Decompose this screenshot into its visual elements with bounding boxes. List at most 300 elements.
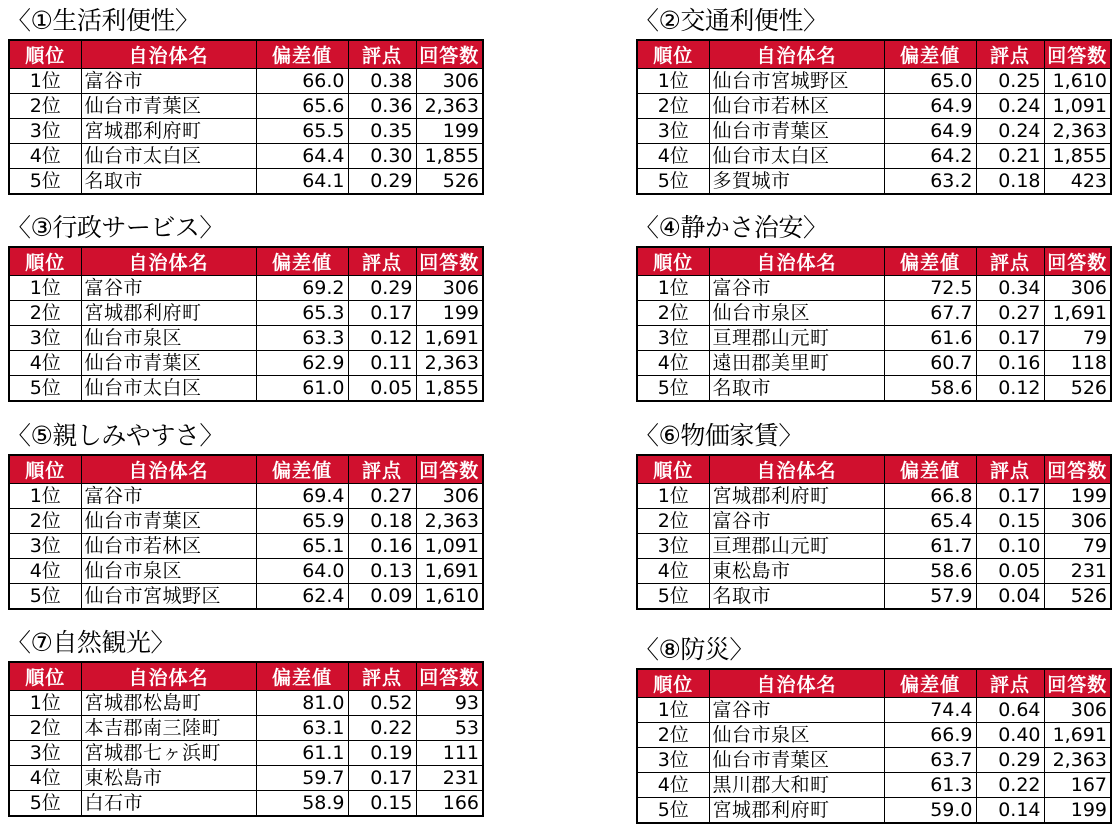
cell-name: 仙台市泉区 (709, 723, 884, 748)
cell-deviation: 61.6 (884, 326, 976, 351)
cell-name: 亘理郡山元町 (709, 534, 884, 559)
cell-name: 白石市 (81, 791, 256, 817)
cell-responses: 526 (1044, 584, 1111, 610)
cell-score: 0.35 (348, 119, 416, 144)
cell-responses: 526 (416, 169, 483, 195)
cell-name: 仙台市太白区 (709, 144, 884, 169)
column-header-name: 自治体名 (709, 669, 884, 698)
cell-rank: 3位 (9, 741, 81, 766)
cell-score: 0.05 (976, 559, 1044, 584)
column-header-score: 評点 (976, 455, 1044, 484)
cell-score: 0.18 (348, 509, 416, 534)
cell-score: 0.10 (976, 534, 1044, 559)
cell-score: 0.40 (976, 723, 1044, 748)
cell-deviation: 65.4 (884, 509, 976, 534)
cell-score: 0.22 (348, 716, 416, 741)
cell-name: 東松島市 (81, 766, 256, 791)
cell-rank: 1位 (637, 276, 709, 301)
cell-deviation: 58.6 (884, 376, 976, 402)
cell-deviation: 60.7 (884, 351, 976, 376)
cell-name: 仙台市若林区 (709, 94, 884, 119)
cell-deviation: 64.1 (256, 169, 348, 195)
table-row (637, 748, 1111, 773)
panel-title: 〈⑧防災〉 (634, 635, 754, 664)
column-header-score: 評点 (348, 40, 416, 69)
column-header-deviation: 偏差値 (884, 669, 976, 698)
cell-rank: 3位 (9, 326, 81, 351)
cell-rank: 2位 (9, 94, 81, 119)
column-header-score: 評点 (976, 40, 1044, 69)
table-header-row (9, 40, 483, 69)
table-row (9, 766, 483, 791)
table-row (637, 559, 1111, 584)
column-header-responses: 回答数 (416, 40, 483, 69)
cell-responses: 111 (416, 741, 483, 766)
ranking-table (636, 454, 1112, 610)
cell-rank: 4位 (637, 559, 709, 584)
ranking-panel (8, 6, 484, 195)
cell-responses: 199 (1044, 798, 1111, 824)
table-row (9, 716, 483, 741)
ranking-table (8, 454, 484, 610)
cell-score: 0.27 (976, 301, 1044, 326)
column-header-name: 自治体名 (709, 455, 884, 484)
cell-score: 0.36 (348, 94, 416, 119)
table-row (637, 484, 1111, 509)
cell-rank: 2位 (637, 723, 709, 748)
cell-responses: 166 (416, 791, 483, 817)
table-header-row (637, 247, 1111, 276)
ranking-panel (636, 421, 1112, 610)
cell-rank: 2位 (9, 509, 81, 534)
cell-rank: 2位 (637, 94, 709, 119)
cell-deviation: 61.0 (256, 376, 348, 402)
cell-rank: 2位 (637, 509, 709, 534)
column-header-score: 評点 (976, 669, 1044, 698)
cell-responses: 306 (1044, 276, 1111, 301)
column-header-deviation: 偏差値 (884, 455, 976, 484)
cell-name: 黒川郡大和町 (709, 773, 884, 798)
cell-rank: 3位 (637, 748, 709, 773)
column-header-responses: 回答数 (1044, 669, 1111, 698)
cell-name: 仙台市宮城野区 (81, 584, 256, 610)
table-row (9, 791, 483, 817)
ranking-table (636, 39, 1112, 195)
table-row (9, 301, 483, 326)
ranking-panel (8, 421, 484, 610)
cell-deviation: 63.3 (256, 326, 348, 351)
cell-rank: 5位 (637, 798, 709, 824)
cell-rank: 3位 (637, 326, 709, 351)
table-row (637, 773, 1111, 798)
cell-rank: 4位 (637, 773, 709, 798)
column-header-rank: 順位 (9, 247, 81, 276)
cell-responses: 1,691 (1044, 301, 1111, 326)
cell-name: 仙台市若林区 (81, 534, 256, 559)
cell-name: 宮城郡七ヶ浜町 (81, 741, 256, 766)
ranking-panel (8, 628, 484, 817)
column-header-responses: 回答数 (416, 455, 483, 484)
cell-rank: 4位 (9, 559, 81, 584)
cell-responses: 306 (416, 276, 483, 301)
cell-name: 仙台市宮城野区 (709, 69, 884, 94)
cell-score: 0.13 (348, 559, 416, 584)
cell-responses: 1,855 (416, 144, 483, 169)
cell-rank: 4位 (9, 351, 81, 376)
cell-score: 0.29 (348, 276, 416, 301)
ranking-table (8, 661, 484, 817)
panel-title: 〈④静かさ治安〉 (634, 213, 828, 242)
cell-name: 宮城郡利府町 (81, 301, 256, 326)
cell-score: 0.16 (976, 351, 1044, 376)
table-row (637, 276, 1111, 301)
ranking-table (8, 246, 484, 402)
cell-score: 0.22 (976, 773, 1044, 798)
cell-score: 0.52 (348, 691, 416, 716)
table-row (9, 169, 483, 195)
cell-name: 仙台市青葉区 (709, 748, 884, 773)
cell-rank: 5位 (637, 376, 709, 402)
cell-rank: 3位 (9, 119, 81, 144)
table-row (9, 119, 483, 144)
ranking-panel (8, 213, 484, 402)
cell-responses: 93 (416, 691, 483, 716)
table-row (9, 276, 483, 301)
cell-responses: 199 (1044, 484, 1111, 509)
column-header-name: 自治体名 (81, 455, 256, 484)
table-header-row (637, 455, 1111, 484)
cell-deviation: 58.6 (884, 559, 976, 584)
table-row (637, 69, 1111, 94)
cell-score: 0.21 (976, 144, 1044, 169)
cell-name: 富谷市 (81, 69, 256, 94)
cell-responses: 306 (416, 69, 483, 94)
cell-deviation: 61.3 (884, 773, 976, 798)
table-row (637, 376, 1111, 402)
cell-responses: 2,363 (1044, 748, 1111, 773)
cell-responses: 199 (416, 119, 483, 144)
cell-name: 富谷市 (81, 276, 256, 301)
cell-rank: 2位 (9, 301, 81, 326)
table-row (9, 509, 483, 534)
column-header-deviation: 偏差値 (256, 40, 348, 69)
table-header-row (9, 247, 483, 276)
cell-deviation: 65.3 (256, 301, 348, 326)
cell-deviation: 64.2 (884, 144, 976, 169)
cell-responses: 1,610 (416, 584, 483, 610)
column-header-rank: 順位 (637, 247, 709, 276)
ranking-panel (636, 213, 1112, 402)
cell-deviation: 65.1 (256, 534, 348, 559)
table-row (9, 94, 483, 119)
cell-score: 0.16 (348, 534, 416, 559)
cell-score: 0.09 (348, 584, 416, 610)
cell-score: 0.38 (348, 69, 416, 94)
table-row (9, 559, 483, 584)
cell-rank: 3位 (637, 534, 709, 559)
table-row (637, 584, 1111, 610)
cell-rank: 1位 (9, 484, 81, 509)
table-row (637, 723, 1111, 748)
table-row (637, 301, 1111, 326)
cell-score: 0.11 (348, 351, 416, 376)
cell-rank: 1位 (9, 276, 81, 301)
column-header-rank: 順位 (637, 40, 709, 69)
cell-name: 名取市 (709, 584, 884, 610)
cell-responses: 1,091 (416, 534, 483, 559)
cell-name: 仙台市太白区 (81, 144, 256, 169)
cell-rank: 4位 (637, 144, 709, 169)
cell-deviation: 63.7 (884, 748, 976, 773)
cell-score: 0.05 (348, 376, 416, 402)
ranking-table (8, 39, 484, 195)
cell-deviation: 67.7 (884, 301, 976, 326)
ranking-panel (636, 635, 1112, 824)
cell-name: 仙台市青葉区 (709, 119, 884, 144)
cell-score: 0.12 (976, 376, 1044, 402)
cell-deviation: 59.0 (884, 798, 976, 824)
cell-deviation: 64.9 (884, 94, 976, 119)
table-header-row (637, 40, 1111, 69)
cell-deviation: 65.6 (256, 94, 348, 119)
cell-score: 0.18 (976, 169, 1044, 195)
cell-name: 本吉郡南三陸町 (81, 716, 256, 741)
cell-responses: 2,363 (416, 94, 483, 119)
table-row (637, 94, 1111, 119)
cell-deviation: 69.4 (256, 484, 348, 509)
panel-title: 〈①生活利便性〉 (6, 6, 200, 35)
cell-score: 0.19 (348, 741, 416, 766)
column-header-deviation: 偏差値 (256, 247, 348, 276)
cell-rank: 5位 (9, 791, 81, 817)
panel-title: 〈⑦自然観光〉 (6, 628, 175, 657)
cell-score: 0.17 (976, 484, 1044, 509)
cell-rank: 4位 (9, 144, 81, 169)
column-header-responses: 回答数 (1044, 455, 1111, 484)
cell-responses: 1,855 (1044, 144, 1111, 169)
column-header-rank: 順位 (9, 455, 81, 484)
cell-deviation: 57.9 (884, 584, 976, 610)
column-header-rank: 順位 (9, 662, 81, 691)
cell-rank: 1位 (637, 484, 709, 509)
cell-deviation: 58.9 (256, 791, 348, 817)
panel-title: 〈⑤親しみやすさ〉 (6, 421, 224, 450)
cell-score: 0.15 (348, 791, 416, 817)
cell-score: 0.17 (348, 301, 416, 326)
cell-responses: 306 (416, 484, 483, 509)
cell-rank: 2位 (637, 301, 709, 326)
cell-rank: 1位 (637, 69, 709, 94)
ranking-table (636, 668, 1112, 824)
cell-score: 0.64 (976, 698, 1044, 723)
cell-score: 0.04 (976, 584, 1044, 610)
cell-name: 名取市 (709, 376, 884, 402)
cell-name: 宮城郡利府町 (81, 119, 256, 144)
table-row (637, 698, 1111, 723)
cell-name: 仙台市泉区 (709, 301, 884, 326)
cell-responses: 423 (1044, 169, 1111, 195)
table-row (637, 351, 1111, 376)
table-row (637, 119, 1111, 144)
column-header-deviation: 偏差値 (256, 662, 348, 691)
table-row (637, 326, 1111, 351)
cell-score: 0.34 (976, 276, 1044, 301)
table-row (637, 534, 1111, 559)
cell-responses: 1,691 (1044, 723, 1111, 748)
column-header-responses: 回答数 (416, 662, 483, 691)
cell-score: 0.12 (348, 326, 416, 351)
cell-responses: 1,091 (1044, 94, 1111, 119)
column-header-deviation: 偏差値 (884, 247, 976, 276)
cell-deviation: 59.7 (256, 766, 348, 791)
cell-deviation: 66.0 (256, 69, 348, 94)
cell-responses: 526 (1044, 376, 1111, 402)
cell-rank: 5位 (9, 376, 81, 402)
column-header-rank: 順位 (9, 40, 81, 69)
cell-responses: 118 (1044, 351, 1111, 376)
cell-name: 仙台市青葉区 (81, 351, 256, 376)
cell-rank: 4位 (637, 351, 709, 376)
cell-rank: 1位 (637, 698, 709, 723)
cell-score: 0.29 (348, 169, 416, 195)
cell-name: 仙台市青葉区 (81, 94, 256, 119)
cell-rank: 3位 (9, 534, 81, 559)
table-row (9, 144, 483, 169)
ranking-panel (636, 6, 1112, 195)
cell-deviation: 66.9 (884, 723, 976, 748)
cell-score: 0.14 (976, 798, 1044, 824)
cell-deviation: 62.9 (256, 351, 348, 376)
cell-name: 富谷市 (709, 698, 884, 723)
cell-deviation: 72.5 (884, 276, 976, 301)
cell-name: 富谷市 (81, 484, 256, 509)
cell-name: 名取市 (81, 169, 256, 195)
column-header-score: 評点 (348, 662, 416, 691)
cell-name: 東松島市 (709, 559, 884, 584)
cell-responses: 2,363 (416, 509, 483, 534)
table-row (9, 376, 483, 402)
cell-responses: 1,610 (1044, 69, 1111, 94)
cell-name: 宮城郡松島町 (81, 691, 256, 716)
cell-responses: 231 (1044, 559, 1111, 584)
cell-deviation: 64.0 (256, 559, 348, 584)
column-header-name: 自治体名 (81, 247, 256, 276)
cell-deviation: 66.8 (884, 484, 976, 509)
cell-score: 0.24 (976, 119, 1044, 144)
cell-deviation: 61.1 (256, 741, 348, 766)
cell-deviation: 63.2 (884, 169, 976, 195)
cell-rank: 5位 (9, 584, 81, 610)
ranking-table (636, 246, 1112, 402)
cell-rank: 1位 (9, 69, 81, 94)
cell-responses: 1,855 (416, 376, 483, 402)
table-row (9, 584, 483, 610)
cell-responses: 79 (1044, 534, 1111, 559)
cell-name: 富谷市 (709, 276, 884, 301)
cell-responses: 167 (1044, 773, 1111, 798)
column-header-name: 自治体名 (709, 40, 884, 69)
column-header-score: 評点 (348, 247, 416, 276)
table-row (9, 351, 483, 376)
column-header-deviation: 偏差値 (256, 455, 348, 484)
table-header-row (9, 455, 483, 484)
cell-rank: 1位 (9, 691, 81, 716)
cell-score: 0.25 (976, 69, 1044, 94)
cell-responses: 231 (416, 766, 483, 791)
table-row (637, 798, 1111, 824)
column-header-responses: 回答数 (1044, 247, 1111, 276)
cell-responses: 199 (416, 301, 483, 326)
cell-responses: 79 (1044, 326, 1111, 351)
cell-score: 0.30 (348, 144, 416, 169)
table-row (9, 326, 483, 351)
cell-score: 0.17 (976, 326, 1044, 351)
cell-rank: 4位 (9, 766, 81, 791)
column-header-score: 評点 (976, 247, 1044, 276)
cell-name: 宮城郡利府町 (709, 484, 884, 509)
cell-score: 0.27 (348, 484, 416, 509)
cell-rank: 5位 (637, 169, 709, 195)
cell-responses: 1,691 (416, 559, 483, 584)
cell-deviation: 61.7 (884, 534, 976, 559)
table-row (9, 534, 483, 559)
column-header-name: 自治体名 (709, 247, 884, 276)
cell-deviation: 69.2 (256, 276, 348, 301)
cell-score: 0.15 (976, 509, 1044, 534)
cell-responses: 306 (1044, 509, 1111, 534)
table-header-row (637, 669, 1111, 698)
column-header-deviation: 偏差値 (884, 40, 976, 69)
cell-deviation: 65.9 (256, 509, 348, 534)
cell-score: 0.29 (976, 748, 1044, 773)
column-header-responses: 回答数 (416, 247, 483, 276)
cell-deviation: 62.4 (256, 584, 348, 610)
cell-rank: 2位 (9, 716, 81, 741)
cell-rank: 5位 (637, 584, 709, 610)
cell-name: 遠田郡美里町 (709, 351, 884, 376)
column-header-score: 評点 (348, 455, 416, 484)
cell-rank: 3位 (637, 119, 709, 144)
panel-title: 〈③行政サービス〉 (6, 213, 224, 242)
cell-responses: 1,691 (416, 326, 483, 351)
column-header-name: 自治体名 (81, 662, 256, 691)
table-row (9, 741, 483, 766)
table-row (637, 509, 1111, 534)
cell-name: 仙台市青葉区 (81, 509, 256, 534)
column-header-name: 自治体名 (81, 40, 256, 69)
cell-responses: 306 (1044, 698, 1111, 723)
cell-name: 亘理郡山元町 (709, 326, 884, 351)
cell-name: 宮城郡利府町 (709, 798, 884, 824)
cell-deviation: 64.4 (256, 144, 348, 169)
table-row (9, 484, 483, 509)
cell-rank: 5位 (9, 169, 81, 195)
cell-deviation: 64.9 (884, 119, 976, 144)
panel-title: 〈⑥物価家賃〉 (634, 421, 803, 450)
cell-deviation: 65.0 (884, 69, 976, 94)
table-row (637, 144, 1111, 169)
table-row (9, 69, 483, 94)
cell-score: 0.24 (976, 94, 1044, 119)
column-header-rank: 順位 (637, 669, 709, 698)
cell-deviation: 63.1 (256, 716, 348, 741)
cell-name: 仙台市泉区 (81, 326, 256, 351)
cell-name: 仙台市泉区 (81, 559, 256, 584)
cell-score: 0.17 (348, 766, 416, 791)
cell-responses: 2,363 (1044, 119, 1111, 144)
panel-title: 〈②交通利便性〉 (634, 6, 828, 35)
cell-deviation: 65.5 (256, 119, 348, 144)
